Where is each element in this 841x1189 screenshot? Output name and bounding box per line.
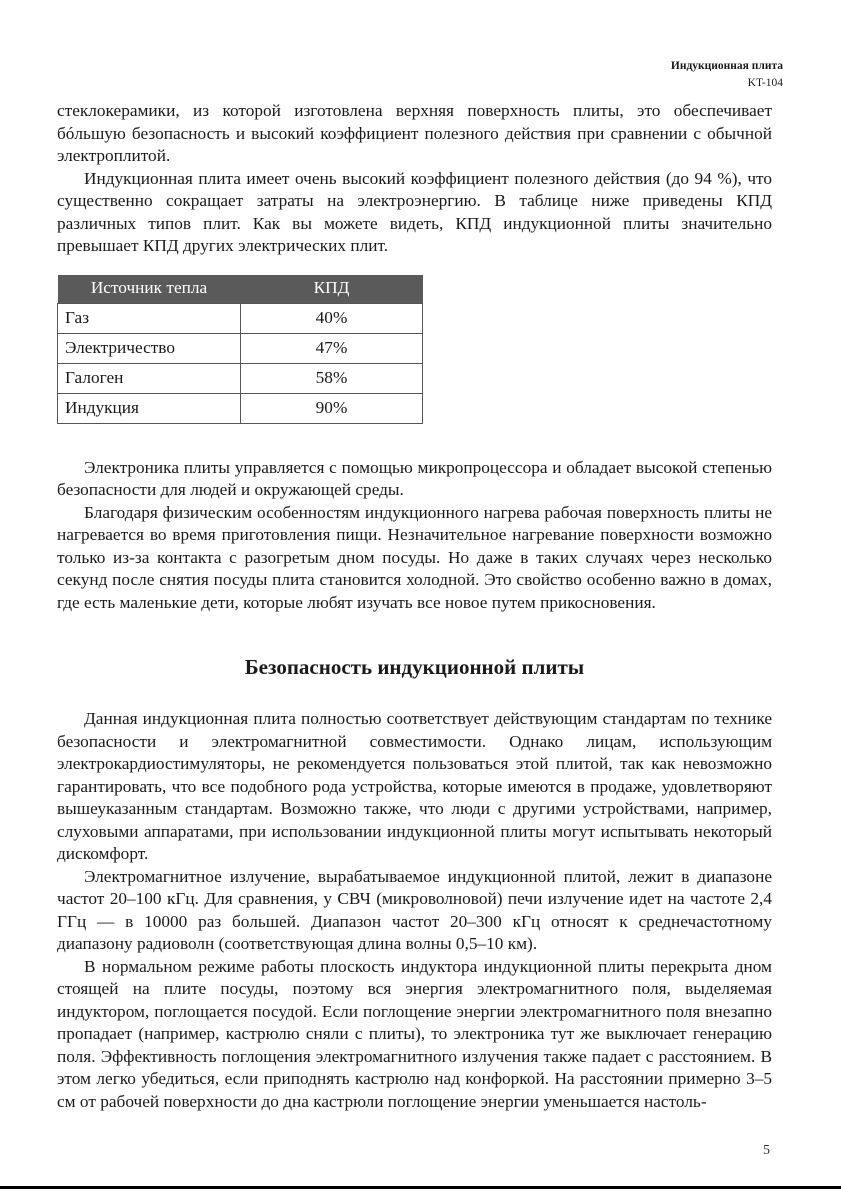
- table-header-source: Источник тепла: [58, 275, 241, 304]
- paragraph: Электромагнитное излучение, вырабатываемое индукционной плитой, лежит в диапазоне частот 20–100 кГц. Для сравнения, у СВЧ (микроволновой) печи излучение идет на частоте 2,4 ГГц — в 10000 раз большей. Диапазон частот 20–300 кГц относят к среднечастотному диапазону радиоволн (соответствующая длина волны 0,5–10 км).: [57, 866, 772, 953]
- table-row: [58, 393, 423, 423]
- paragraph: стеклокерамики, из которой изготовлена верхняя поверхность плиты, это обеспечивает бóльшую безопасность и высокий коэффициент полезного действия при сравнении с обычной электроплитой.: [57, 101, 772, 165]
- table-cell-efficiency: 47%: [241, 333, 423, 363]
- table-cell-source: Электричество: [58, 333, 241, 363]
- paragraph: Индукционная плита имеет очень высокий коэффициент полезного действия (до 94 %), что существенно сокращает затраты на электроэнергию. В таблице ниже приведены КПД различных типов плит. Как вы можете видеть, КПД индукционной плиты значительно превышает КПД других электрических плит.: [57, 168, 772, 255]
- efficiency-table: [57, 275, 423, 424]
- table-cell-source: Индукция: [58, 393, 241, 423]
- table-row: [58, 333, 423, 363]
- page-number: 5: [763, 1143, 770, 1158]
- table-row: [58, 363, 423, 393]
- table-row: [58, 303, 423, 333]
- paragraph: Благодаря физическим особенностям индукционного нагрева рабочая поверхность плиты не нагревается во время приготовления пищи. Незначительное нагревание поверхности возможно только из-за контакта с разогретым дном посуды. Но даже в таких случаях через несколько секунд после снятия посуды плита становится холодной. Это свойство особенно важно в домах, где есть маленькие дети, которые любят изучать все новое путем прикосновения.: [57, 502, 772, 612]
- table-cell-source: Галоген: [58, 363, 241, 393]
- page-content: [57, 100, 772, 1113]
- table-header-efficiency: КПД: [241, 275, 423, 304]
- table-header-row: [58, 275, 423, 304]
- header-title: Индукционная плита: [670, 60, 783, 72]
- table-cell-efficiency: 90%: [241, 393, 423, 423]
- header-model: KT-104: [747, 77, 783, 89]
- paragraph: Данная индукционная плита полностью соответствует действующим стандартам по технике безопасности и электромагнитной совместимости. Однако лицам, использующим электрокардиостимуляторы, не рекомендуется пользоваться этой плитой, так как невозможно гарантировать, что все подобного рода устройства, которые имеются в продаже, удовлетворяют вышеуказанным стандартам. Возможно также, что люди с другими устройствами, например, слуховыми аппаратами, при использовании индукционной плиты могут испытывать некоторый дискомфорт.: [57, 709, 772, 863]
- section-title: Безопасность индукционной плиты: [244, 655, 585, 679]
- paragraph: Электроника плиты управляется с помощью микропроцессора и обладает высокой степенью безопасности для людей и окружающей среды.: [57, 457, 772, 499]
- table-cell-efficiency: 58%: [241, 363, 423, 393]
- page-header: [671, 58, 783, 92]
- paragraph: В нормальном режиме работы плоскость индуктора индукционной плиты перекрыта дном стоящей на плите посуды, поэтому вся энергия электромагнитного поля, выделяемая индуктором, поглощается посудой. Если поглощение энергии электромагнитного поля внезапно пропадает (например, кастрюлю сняли с плиты), то электроника тут же выключает генерацию поля. Эффективность поглощения электромагнитного излучения также падает с расстоянием. В этом легко убедиться, если приподнять кастрюлю над конфоркой. На расстоянии примерно 3–5 см от рабочей поверхности до дна кастрюли поглощение энергии уменьшается настоль-: [57, 956, 772, 1111]
- table-cell-efficiency: 40%: [241, 303, 423, 333]
- table-cell-source: Газ: [58, 303, 241, 333]
